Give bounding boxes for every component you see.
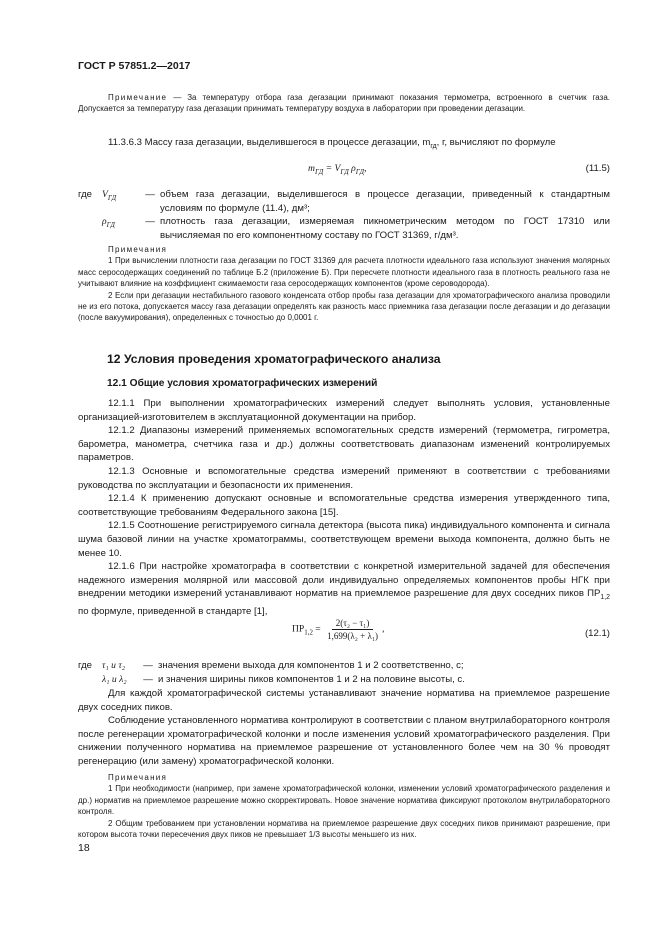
equation-number-11-5: (11.5) (585, 163, 610, 174)
formula-sub: ГД (314, 168, 324, 176)
formula-12-1: $ПР_{1,2}$ = $\frac{\text{2(τ₂ − τ₁)}}{\text{1,699(λ₂ + λ₁)}}$ , (292, 618, 385, 641)
paragraph-11-3-6-3 (78, 136, 610, 154)
note-item: 2 Если при дегазации нестабильного газового конденсата отбор пробы газа дегазации для хроматографического анализа проводили не из его потока, допускается массу газа дегазации определять как разность масс приемника газа дегазации после дегазации и до дегазации (после вакуумирования), определенных с точностью до 0,0001 г. (78, 290, 610, 323)
paragraphs-12-1 (78, 397, 610, 618)
definition-symbol: τ₁ и τ₂ (102, 660, 126, 671)
fraction-numerator: 2(τ₂ − τ₁) (332, 618, 374, 630)
formula-11-5 (308, 163, 366, 176)
definition-row: где τ₁ и τ₂ — значения времени выхода для компонентов 1 и 2 соответственно, с; (78, 659, 610, 673)
note-item: 1 При необходимости (например, при замене хроматографической колонки, изменении условий хроматографического разделения и др.) норматив на приемлемое разрешение можно скорректировать. Новое значение норматива фиксируют протоколом внутрилабораторного контроля. (78, 784, 610, 817)
paragraph-12-1-4: 12.1.4 К применению допускают основные и вспомогательные средства измерения утвержденного типа, соответствующие требованиям Федерального закона [15]. (78, 493, 610, 518)
formula-rho: ρ (348, 163, 356, 174)
where-label: где (78, 660, 93, 671)
paragraph-12-1-3: 12.1.3 Основные и вспомогательные средства измерений применяют в соответствии с требованиями руководства по эксплуатации и безопасности их применения. (78, 465, 610, 491)
paragraph-text: 11.3.6.3 Массу газа дегазации, выделившегося в процессе дегазации, m (108, 137, 431, 148)
definition-symbol: $V_{ГД}$ (102, 189, 117, 202)
definition-text: плотность газа дегазации, измеряемая пикнометрическим методом по ГОСТ 17310 или вычисляемая по его компонентному составу по ГОСТ 31369, г/дм³. (160, 216, 610, 241)
formula-sub: ГД (355, 168, 365, 176)
notes-label: Примечания (108, 773, 168, 782)
note-temperature (78, 92, 610, 115)
paragraph-12-1-5: 12.1.5 Соотношение регистрируемого сигнала детектора (высота пика) индивидуального компонента и сигнала шума базовой линии на участке хроматограммы, соответствующем времени выхода компонента, должно быть не менее 10. (78, 520, 610, 559)
definition-row (78, 215, 610, 242)
note-label: Примечание (108, 93, 168, 102)
formula-lhs: m (308, 163, 315, 174)
note-item: 1 При вычислении плотности газа дегазации по ГОСТ 31369 для расчета плотности идеального газа используют значения молярных масс серосодержащих соединений по таблице Б.2 (приложение Б). При пересчете плотности идеального газа в плотность реального газа не учитывают влияние на коэффициент сжимаемости газа серосодержащих компонентов (кроме сероводорода). (78, 256, 610, 289)
section-12-1-heading: 12.1 Общие условия хроматографических измерений (107, 378, 378, 389)
paragraph-12-1-2: 12.1.2 Диапазоны измерений применяемых вспомогательных средств измерений (термометра, гигрометра, барометра, манометра, счетчика газа и др.) должны соответствовать диапазонам изменений контролируемых параметров. (78, 425, 610, 464)
subscript: гд (430, 142, 437, 150)
section-12-heading: 12 Условия проведения хроматографического анализа (107, 352, 441, 366)
paragraphs-norm (78, 687, 610, 769)
paragraph-12-1-6: 12.1.6 При настройке хроматографа в соответствии с конкретной измерительной задачей для обеспечения надежного измерения молярной или массовой доли индивидуально определяемых компонентов пробы НГК при внедрении методики измерений устанавливают норматив на приемлемое разрешение для двух соседних пиков $ПР_{1,2}$ по формуле, приведенной в стандарте [1], (78, 561, 610, 617)
definition-text: значения времени выхода для компонентов 1 и 2 соответственно, с; (158, 660, 464, 671)
paragraph-text-end: , г, вычисляют по формуле (436, 137, 556, 148)
formula-eq: = (312, 623, 324, 635)
equation-number-12-1: (12.1) (584, 628, 610, 639)
formula-fraction (323, 618, 382, 641)
definition-symbol: $\rho_{ГД}$ (102, 216, 115, 230)
notes-label: Примечания (108, 245, 168, 254)
paragraph-12-1-1: 12.1.1 При выполнении хроматографических измерений следует выполнять условия, установленные организацией-изготовителем в эксплуатационной документации на прибор. (78, 398, 610, 423)
where-label: где (78, 189, 93, 200)
paragraph-norm-1: Для каждой хроматографической системы устанавливают значение норматива на приемлемое разрешение двух соседних пиков. (78, 688, 610, 713)
definition-symbol: λ₁ и λ₂ (102, 673, 127, 685)
notes-density (78, 244, 610, 324)
page-header: ГОСТ Р 57851.2—2017 (78, 60, 191, 72)
definition-text: и значения ширины пиков компонентов 1 и 2 на половине высоты, с. (158, 673, 465, 685)
definition-row (78, 188, 610, 215)
formula-sub: ГД (340, 168, 349, 176)
definition-dash: — (145, 216, 155, 228)
note-text: — За температуру отбора газа дегазации принимают показания термометра, встроенного в счетчик газа. Допускается за температуру газа дегазации принимать температуру воздуха в лаборатории при проведении дегазации. (78, 93, 610, 114)
formula-eq: = V (323, 163, 341, 174)
formula-tail: , (364, 163, 367, 174)
definition-row: λ₁ и λ₂ — и значения ширины пиков компонентов 1 и 2 на половине высоты, с. (78, 673, 610, 687)
notes-resolution (78, 772, 610, 840)
fraction-denominator: 1,699(λ₂ + λ₁) (327, 631, 378, 641)
definition-dash: — (145, 189, 155, 200)
formula-sub: 1,2 (304, 629, 313, 637)
note-item: 2 Общим требованием при установлении норматива на приемлемое разрешение двух соседних пиков принимают разрешение, при котором высота точки пересечения двух пиков не превышает 1/3 высоты меньшего из них. (78, 818, 610, 840)
page-number: 18 (78, 842, 90, 854)
formula-lhs: ПР (292, 623, 305, 635)
paragraph-norm-2: Соблюдение установленного норматива контролируют в соответствии с планом внутрилабораторного контроля после регенерации хроматографической колонки и после изменения условий хроматографического разделения. При снижении полученного норматива на приемлемое разрешение от установленного более чем на 30 % проводят регенерацию (или замену) хроматографической колонки. (78, 715, 610, 767)
definition-text: объем газа дегазации, выделившегося в процессе дегазации, приведенный к стандартным условиям по формуле (11.4), дм³; (160, 189, 610, 214)
definitions-11-5 (78, 188, 610, 242)
definitions-12-1 (78, 659, 610, 686)
